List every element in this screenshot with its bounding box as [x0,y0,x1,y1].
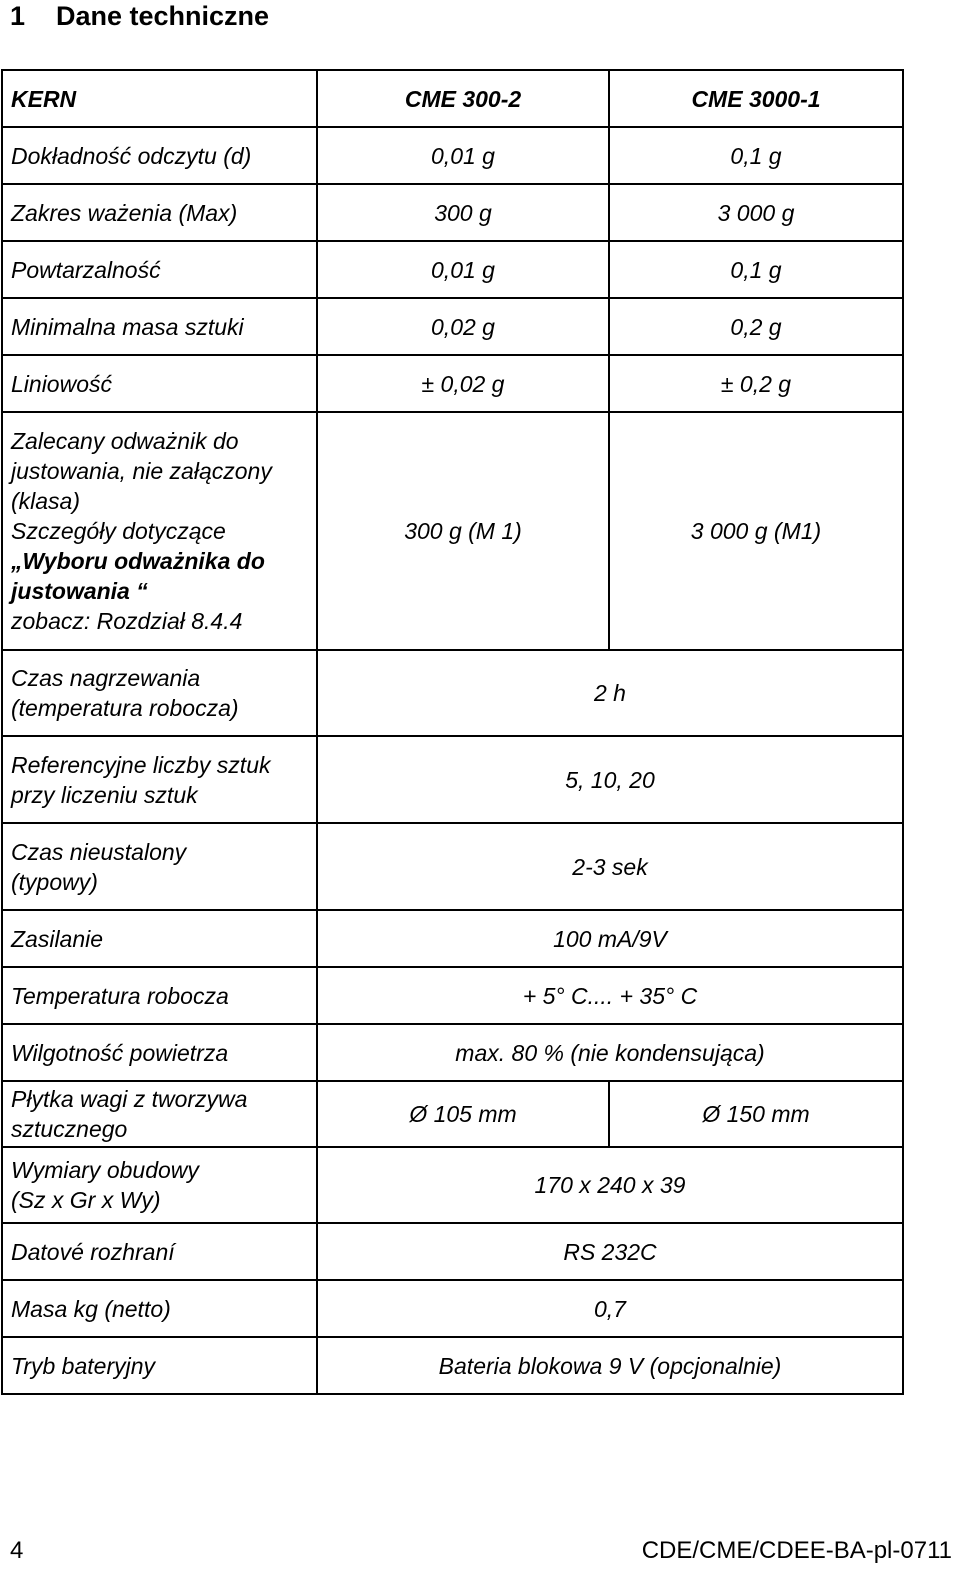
cell-model-a: 0,01 g [317,127,609,184]
cell-model-b: 0,1 g [609,127,903,184]
row-label: Temperatura robocza [2,967,317,1024]
cell-shared-value: RS 232C [317,1223,903,1280]
header-model-a: CME 300-2 [317,70,609,127]
cell-model-b: 0,1 g [609,241,903,298]
table-row [2,184,903,241]
table-row [2,823,903,910]
row-label: Datové rozhraní [2,1223,317,1280]
cell-model-b: ± 0,2 g [609,355,903,412]
cell-model-b: 0,2 g [609,298,903,355]
table-row [2,1223,903,1280]
label-line: justowania, nie załączony [11,458,272,484]
cell-shared-value: max. 80 % (nie kondensująca) [317,1024,903,1081]
page-heading [10,0,269,32]
cell-model-b: 3 000 g [609,184,903,241]
table-row [2,127,903,184]
label-line: Referencyjne liczby sztuk [11,751,271,778]
label-line: (temperatura robocza) [11,695,239,721]
table-row [2,298,903,355]
row-label: Zasilanie [2,910,317,967]
row-label-multiline [2,412,317,650]
row-label-multiline [2,1081,317,1147]
row-label-multiline [2,736,317,823]
cell-shared-value: 5, 10, 20 [317,736,903,823]
table-row [2,412,903,650]
row-label: Dokładność odczytu (d) [2,127,317,184]
label-line: Zalecany odważnik do [11,428,239,454]
label-line: (Sz x Gr x Wy) [11,1187,161,1213]
cell-shared-value: + 5° C.... + 35° C [317,967,903,1024]
cell-model-a: 300 g [317,184,609,241]
table-row [2,650,903,736]
row-label: Tryb bateryjny [2,1337,317,1394]
label-line: (klasa) [11,488,81,514]
label-line: przy liczeniu sztuk [11,781,198,808]
section-title: Dane techniczne [56,1,270,31]
page-number: 4 [10,1537,24,1564]
table-row [2,355,903,412]
page-footer [10,1535,952,1567]
cell-shared-value: 170 x 240 x 39 [317,1147,903,1223]
label-line-bold: justowania “ [11,578,148,604]
label-line: Czas nagrzewania [11,665,201,691]
header-brand: KERN [2,70,317,127]
label-line: Wymiary obudowy [11,1157,199,1183]
table-row [2,1280,903,1337]
row-label: Minimalna masa sztuki [2,298,317,355]
table-row [2,241,903,298]
cell-model-a: ± 0,02 g [317,355,609,412]
row-label: Wilgotność powietrza [2,1024,317,1081]
cell-model-a: 0,02 g [317,298,609,355]
label-line: Płytka wagi z tworzywa [11,1086,248,1112]
table-row [2,910,903,967]
label-line: (typowy) [11,868,98,895]
table-row [2,1147,903,1223]
table-header-row [2,70,903,127]
header-model-b: CME 3000-1 [609,70,903,127]
table-row [2,1081,903,1147]
table-row [2,1337,903,1394]
cell-model-b: 3 000 g (M1) [609,412,903,650]
tech-spec-table [1,69,904,1395]
row-label-multiline [2,823,317,910]
row-label: Zakres ważenia (Max) [2,184,317,241]
label-line: zobacz: Rozdział 8.4.4 [11,608,243,634]
row-label: Masa kg (netto) [2,1280,317,1337]
cell-shared-value: 100 mA/9V [317,910,903,967]
cell-model-a: 300 g (M 1) [317,412,609,650]
cell-model-a: Ø 105 mm [317,1081,609,1147]
row-label: Liniowość [2,355,317,412]
cell-model-b: Ø 150 mm [609,1081,903,1147]
row-label-multiline [2,650,317,736]
table-row [2,967,903,1024]
label-line: sztucznego [11,1116,128,1142]
label-line: Szczegóły dotyczące [11,518,226,544]
cell-model-a: 0,01 g [317,241,609,298]
label-line-bold: „Wyboru odważnika do [11,548,265,574]
table-row [2,1024,903,1081]
section-number: 1 [10,1,26,31]
label-line: Czas nieustalony [11,838,187,865]
table-row [2,736,903,823]
row-label: Powtarzalność [2,241,317,298]
cell-shared-value: 2-3 sek [317,823,903,910]
cell-shared-value: 2 h [317,650,903,736]
cell-shared-value: 0,7 [317,1280,903,1337]
cell-shared-value: Bateria blokowa 9 V (opcjonalnie) [317,1337,903,1394]
row-label-multiline [2,1147,317,1223]
document-id: CDE/CME/CDEE-BA-pl-0711 [641,1537,952,1564]
